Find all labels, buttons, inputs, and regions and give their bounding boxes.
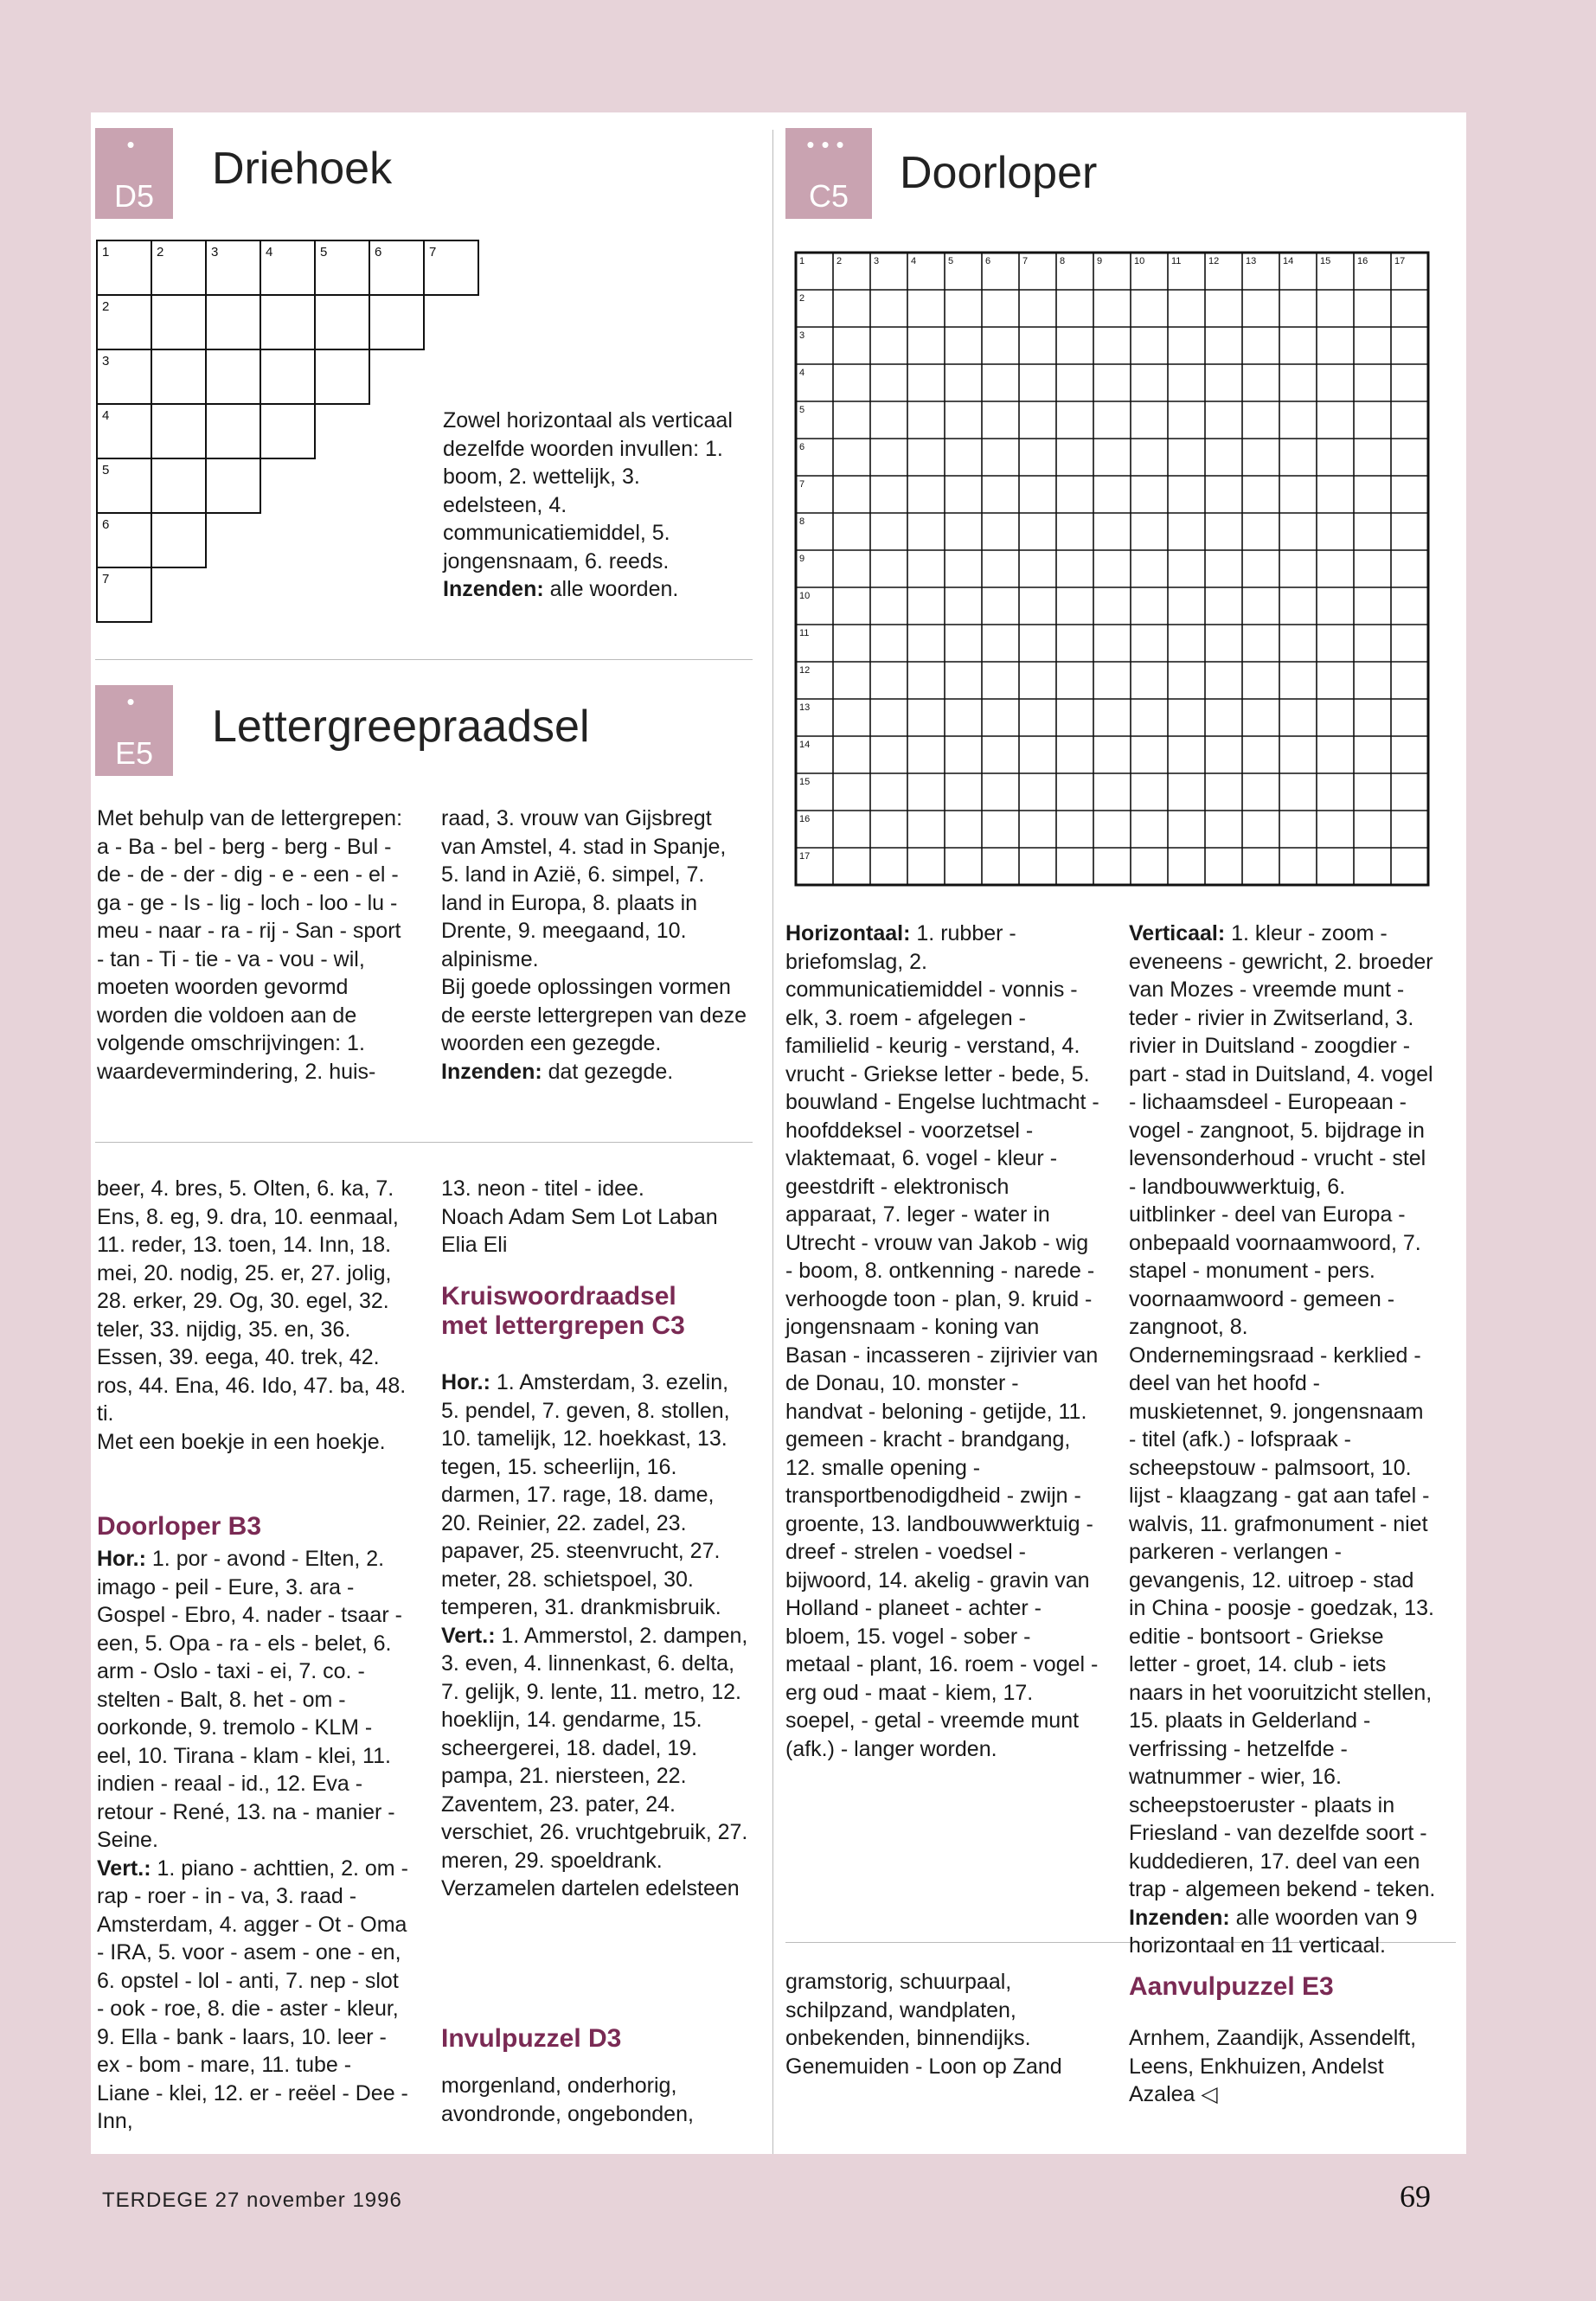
driehoek-title: Driehoek [212,144,393,194]
horizontaal-clues: 1. rubber - briefomslag, 2. communicatiemiddel - vonnis - elk, 3. roem - afgelegen - familielid - keurig - verstand, 4. vrucht - Griekse letter - bede, 5. bouwland - Engelse luchtmacht - hoofddeksel - voorzetsel - vlaktemaat, 6. vogel - kleur - geestdrift - elektronisch apparaat, 7. leger - water in Utrecht - vrouw van Jakob - wig - boom, 8. ontkenning - narede - verhoogde toon - plan, 9. kruid - jongensnaam - koning van Basan - incasseren - zijrivier van de Donau, 10. monster - handvat - beloning - getijde, 11. gemeen - kracht - brandgang, 12. smalle opening - transportbenodigdheid - zwijn - groente, 13. landbouwwerktuig - dreef - strelen - voedsel - bijwoord, 14. akelig - gravin van Holland - planeet - achter - bloem, 15. vogel - sober - metaal - plant, 16. roem - vogel - erg oud - maat - kiem, 17. soepel, - getal - vreemde munt (afk.) - langer worden. [785,921,1099,1761]
badge-d5 [95,128,173,219]
difficulty-dots: • [126,689,142,715]
column-divider [772,130,773,2154]
cell-number: 7 [1022,256,1029,266]
doorloper-b3-heading: Doorloper B3 [97,1512,262,1541]
verticaal-clues: 1. kleur - zoom - eveneens - gewricht, 2. broeder van Mozes - vreemde munt - teder - rivier in Zwitserland, 3. rivier in Duitsland - zoogdier - part - stad in Duitsland, 4. vogel - lichaamsdeel - Europeaan - vogel - zangnoot, 5. bijdrage in levensonderhoud - vrucht - stel - landbouwwerktuig, 6. uitblinker - deel van Europa - onbepaald voornaamwoord, 7. stapel - monument - pers. voornaamwoord - gemeen - zangnoot, 8. Ondernemingsraad - kerklied - deel van het hoofd - muskietennet, 9. jongensnaam - titel (afk.) - lofspraak - scheepstouw - palmsoort, 10. lijst - klaagzang - gat aan tafel - walvis, 11. grafmonument - niet parkeren - verlangen - gevangenis, 12. uitroep - stad in China - poosje - goedzak, 13. editie - bontsoort - Griekse letter - groet, 14. club - iets naars in het vooruitzicht stellen, 15. plaats in Gelderland - verfrissing - hetzelfde - watnummer - wier, 16. scheepstoeruster - plaats in Friesland - van dezelfde soort - kuddedieren, 17. deel van een trap - algemeen bekend - teken. [1129,921,1436,1901]
cell-number: 8 [1060,256,1066,266]
invulpuzzel-d3-col2: morgenland, onderhorig, avondronde, ongebonden, [441,2073,694,2126]
cell-number: 11 [799,628,810,638]
c3-note: Verzamelen dartelen edelsteen [441,1876,740,1900]
page-number: 69 [1400,2179,1431,2214]
badge-e5 [95,685,173,776]
b3-vert-text: 1. piano - achttien, 2. om - rap - roer - in - va, 3. raad - Amsterdam, 4. agger - Ot - Oma - IRA, 5. voor - asem - one - en, 6. opstel - lol - anti, 7. nep - slot - ook - roe, 8. die - aster - kleur, 9. Ella - bank - laars, 10. leer - ex - bom - mare, 11. tube - Liane - klei, 12. er - reëel - Dee - Inn, [97,1856,408,2133]
cell-number: 2 [157,245,164,260]
b3-vert-label: Vert.: [97,1856,151,1881]
lettergreep-col2 [441,804,748,1086]
cell-number: 3 [211,245,219,260]
cell-number: 13 [799,702,811,713]
difficulty-dots: • [126,131,142,157]
cell-number: 7 [429,245,437,260]
cell-number: 16 [799,814,811,824]
cell-number: 5 [799,405,805,415]
cell-number: 14 [799,740,811,750]
grid-cell[interactable] [206,458,260,513]
b3-hor-label: Hor.: [97,1547,146,1571]
lettergreep-col2b-text: Bij goede oplossingen vormen de eerste lettergrepen van deze woorden een gezegde. [441,975,747,1055]
doorloper-b3-solution [97,1545,410,2136]
driehoek-intro: Zowel horizontaal als verticaal dezelfde woorden invullen: 1. boom, 2. wettelijk, 3. edelsteen, 4. communicatiemiddel, 5. jongensnaam, 6. reeds. [443,408,733,574]
kruiswoord-c3-heading: Kruiswoordraadsel met lettergrepen C3 [441,1282,685,1340]
cell-number: 15 [799,777,811,787]
invulpuzzel-d3-col3 [785,1968,1093,2080]
solutions-col2 [441,1175,748,1259]
cell-number: 7 [799,479,805,490]
lettergreep-title: Lettergreepraadsel [212,702,590,752]
c3-hor-label: Hor.: [441,1370,490,1394]
grid-cell[interactable] [315,295,369,349]
cell-number: 12 [1208,256,1220,266]
grid-border [796,253,1428,885]
lettergreep-col2-text: raad, 3. vrouw van Gijsbregt van Amstel, 4. stad in Spanje, 5. land in Azië, 6. simpel, 7. land in Europa, 8. plaats in Drente, 9. meegaand, 10. alpinisme. [441,806,727,971]
solutions-col1-note: Met een boekje in een hoekje. [97,1429,386,1454]
cell-number: 2 [799,293,805,304]
grid-cell[interactable] [260,295,315,349]
b3-hor-text: 1. por - avond - Elten, 2. imago - peil - Eure, 3. ara - Gospel - Ebro, 4. nader - tsaar - een, 5. Opa - ra - els - belet, 6. arm - Oslo - taxi - ei, 7. co. - stelten - Balt, 8. het - om - oorkonde, 9. tremolo - KLM - eel, 10. Tirana - klam - klei, 11. indien - reaal - id., 12. Eva - retour - René, 13. na - manier - Seine. [97,1547,402,1852]
doorloper-title: Doorloper [900,148,1098,198]
cell-number: 6 [102,517,110,532]
cell-number: 7 [102,572,110,586]
separator [95,659,753,660]
lettergreep-col1: Met behulp van de lettergrepen: a - Ba - bel - berg - berg - Bul - de - de - der - dig - e - een - el - ga - ge - Is - lig - loch - loo - lu - meu - naar - ra - rij - San - sport - tan - Ti - tie - va - vou - wil, moeten woorden gevormd worden die voldoen aan de volgende omschrijvingen: 1. waardevermindering, 2. huis- [97,806,403,1084]
aanvulpuzzel-e3-solution [1129,2024,1436,2109]
cell-number: 16 [1357,256,1368,266]
kruiswoord-c3-solution [441,1368,748,1903]
cell-number: 2 [102,299,110,314]
badge-code: D5 [113,178,155,214]
badge-code: E5 [114,735,154,771]
solutions-col1-top: beer, 4. bres, 5. Olten, 6. ka, 7. Ens, 8. eg, 9. dra, 10. eenmaal, 11. reder, 13. toen, 14. Inn, 18. mei, 20. nodig, 25. er, 27. jolig, 28. erker, 29. Og, 30. egel, 32. teler, 33. nijdig, 35. en, 36. Essen, 39. eega, 40. trek, 42. ros, 44. Ena, 46. Ido, 47. ba, 48. ti. [97,1176,407,1426]
cell-number: 9 [799,554,805,564]
invul-col3-text: gramstorig, schuurpaal, schilpzand, wandplaten, onbekenden, binnendijks. [785,1970,1031,2050]
driehoek-submit-text: alle woorden. [543,577,679,601]
badge-code: C5 [808,178,849,214]
cell-number: 9 [1097,256,1103,266]
cell-number: 12 [799,665,811,676]
cell-number: 17 [1394,256,1406,266]
horizontaal-label: Horizontaal: [785,921,911,945]
cell-number: 3 [874,256,880,266]
c3-hor-text: 1. Amsterdam, 3. ezelin, 5. pendel, 7. geven, 8. stollen, 10. tamelijk, 12. hoekkast, 13. tegen, 15. scheerlijn, 16. darmen, 17. rage, 18. dame, 20. Reinier, 22. zadel, 23. papaver, 25. steenvrucht, 27. meter, 28. schietspoel, 30. temperen, 31. drankmisbruik. [441,1370,730,1619]
cell-number: 4 [911,256,917,266]
cell-number: 1 [102,245,110,260]
cell-number: 13 [1246,256,1257,266]
cell-number: 11 [1171,256,1182,266]
invulpuzzel-d3-heading: Invulpuzzel D3 [441,2024,622,2053]
lettergreep-submit-text: dat gezegde. [542,1059,674,1084]
aanvul-text: Arnhem, Zaandijk, Assendelft, Leens, Enkhuizen, Andelst [1129,2026,1417,2079]
grid-cell[interactable] [315,349,369,404]
cell-number: 6 [985,256,991,266]
aanvulpuzzel-e3-heading: Aanvulpuzzel E3 [1129,1972,1334,2001]
doorloper-submit-label: Inzenden: [1129,1905,1230,1930]
driehoek-instructions [443,407,741,604]
doorloper-clues-col1 [785,920,1101,1932]
grid-cell[interactable] [151,458,206,513]
cell-number: 17 [799,851,811,862]
grid-cell[interactable] [369,295,424,349]
cell-number: 4 [102,408,110,423]
doorloper-grid [794,251,1439,887]
grid-cell[interactable] [260,404,315,458]
grid-cell[interactable] [151,513,206,567]
solutions-col2-names: Noach Adam Sem Lot Laban Elia Eli [441,1204,718,1257]
aanvul-answer: Azalea ◁ [1129,2082,1218,2106]
driehoek-grid [95,239,493,628]
cell-number: 4 [266,245,273,260]
invul-col3b-text: Genemuiden - Loon op Zand [785,2054,1062,2079]
solutions-col1 [97,1175,410,1456]
separator [95,1142,753,1143]
badge-c5 [785,128,872,219]
cell-number: 10 [1134,256,1145,266]
grid-cell[interactable] [206,349,260,404]
grid-cell[interactable] [151,349,206,404]
verticaal-label: Verticaal: [1129,921,1226,945]
cell-number: 8 [799,516,805,527]
doorloper-submit-text: alle woorden van 9 horizontaal en 11 verticaal. [1129,1905,1418,1958]
cell-number: 5 [320,245,328,260]
cell-number: 5 [948,256,954,266]
solutions-col2-top: 13. neon - titel - idee. [441,1176,644,1201]
cell-number: 2 [836,256,843,266]
doorloper-clues-col2 [1129,920,1436,1958]
cell-number: 6 [375,245,382,260]
grid-cell[interactable] [260,349,315,404]
c3-vert-label: Vert.: [441,1623,496,1648]
cell-number: 10 [799,591,811,601]
cell-number: 1 [799,256,805,266]
driehoek-submit-label: Inzenden: [443,577,544,601]
cell-number: 4 [799,368,805,378]
c3-vert-text: 1. Ammerstol, 2. dampen, 3. even, 4. linnenkast, 6. delta, 7. gelijk, 9. lente, 11. metro, 12. hoeklijn, 14. gendarme, 15. scheergerei, 18. dadel, 19. pampa, 21. niersteen, 22. Zaventem, 23. pater, 24. verschiet, 26. vruchtgebruik, 27. meren, 29. spoeldrank. [441,1623,748,1873]
cell-number: 5 [102,463,110,478]
grid-cell[interactable] [206,295,260,349]
grid-cell[interactable] [151,404,206,458]
lettergreep-submit-label: Inzenden: [441,1059,542,1084]
cell-number: 3 [102,354,110,369]
grid-cell[interactable] [151,295,206,349]
cell-number: 14 [1283,256,1294,266]
cell-number: 15 [1320,256,1331,266]
difficulty-dots: ••• [806,131,851,157]
cell-number: 6 [799,442,805,452]
footer-issue: TERDEGE 27 november 1996 [102,2189,402,2212]
cell-number: 3 [799,330,805,341]
grid-cell[interactable] [206,404,260,458]
